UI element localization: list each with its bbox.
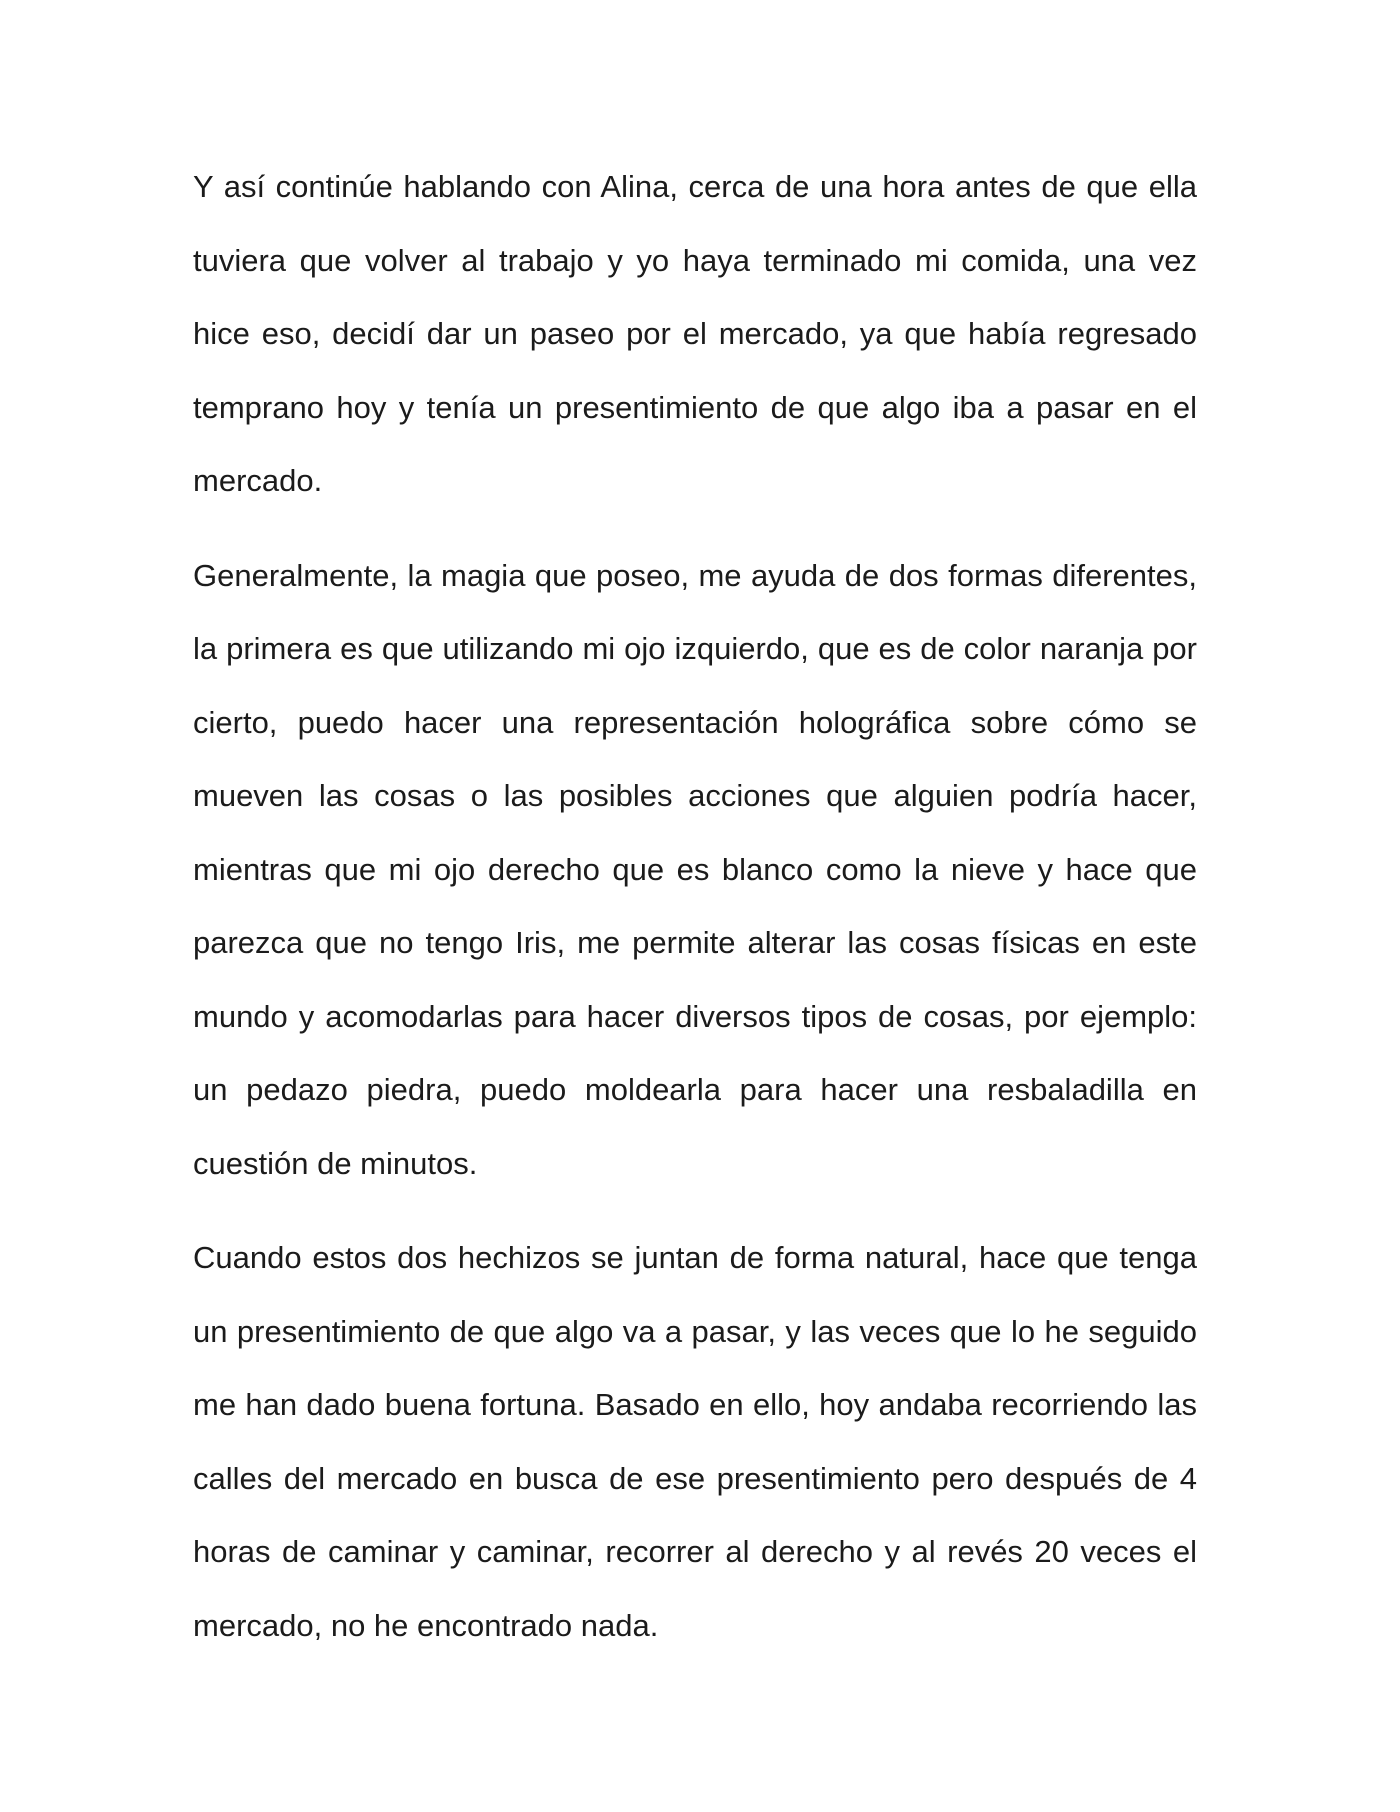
paragraph-2: Generalmente, la magia que poseo, me ayuda de dos formas diferentes, la primera es que utilizando mi ojo izquierdo, que es de color naranja por cierto, puedo hacer una representación holográfica sobre cómo se mueven las cosas o las posibles acciones que alguien podría hacer, mientras que mi ojo derecho que es blanco como la nieve y hace que parezca que no tengo Iris, me permite alterar las cosas físicas en este mundo y acomodarlas para hacer diversos tipos de cosas, por ejemplo: un pedazo piedra, puedo moldearla para hacer una resbaladilla en cuestión de minutos.: [193, 557, 1197, 1181]
paragraph-3: Cuando estos dos hechizos se juntan de forma natural, hace que tenga un presentimiento de que algo va a pasar, y las veces que lo he seguido me han dado buena fortuna. Basado en ello, hoy andaba recorriendo las calles del mercado en busca de ese presentimiento pero después de 4 horas de caminar y caminar, recorrer al derecho y al revés 20 veces el mercado, no he encontrado nada.: [193, 1240, 1197, 1643]
paragraph-1: Y así continúe hablando con Alina, cerca de una hora antes de que ella tuviera que volver al trabajo y yo haya terminado mi comida, una vez hice eso, decidí dar un paseo por el mercado, ya que había regresado temprano hoy y tenía un presentimiento de que algo iba a pasar en el mercado.: [193, 169, 1197, 498]
document-body: [193, 150, 1197, 1662]
